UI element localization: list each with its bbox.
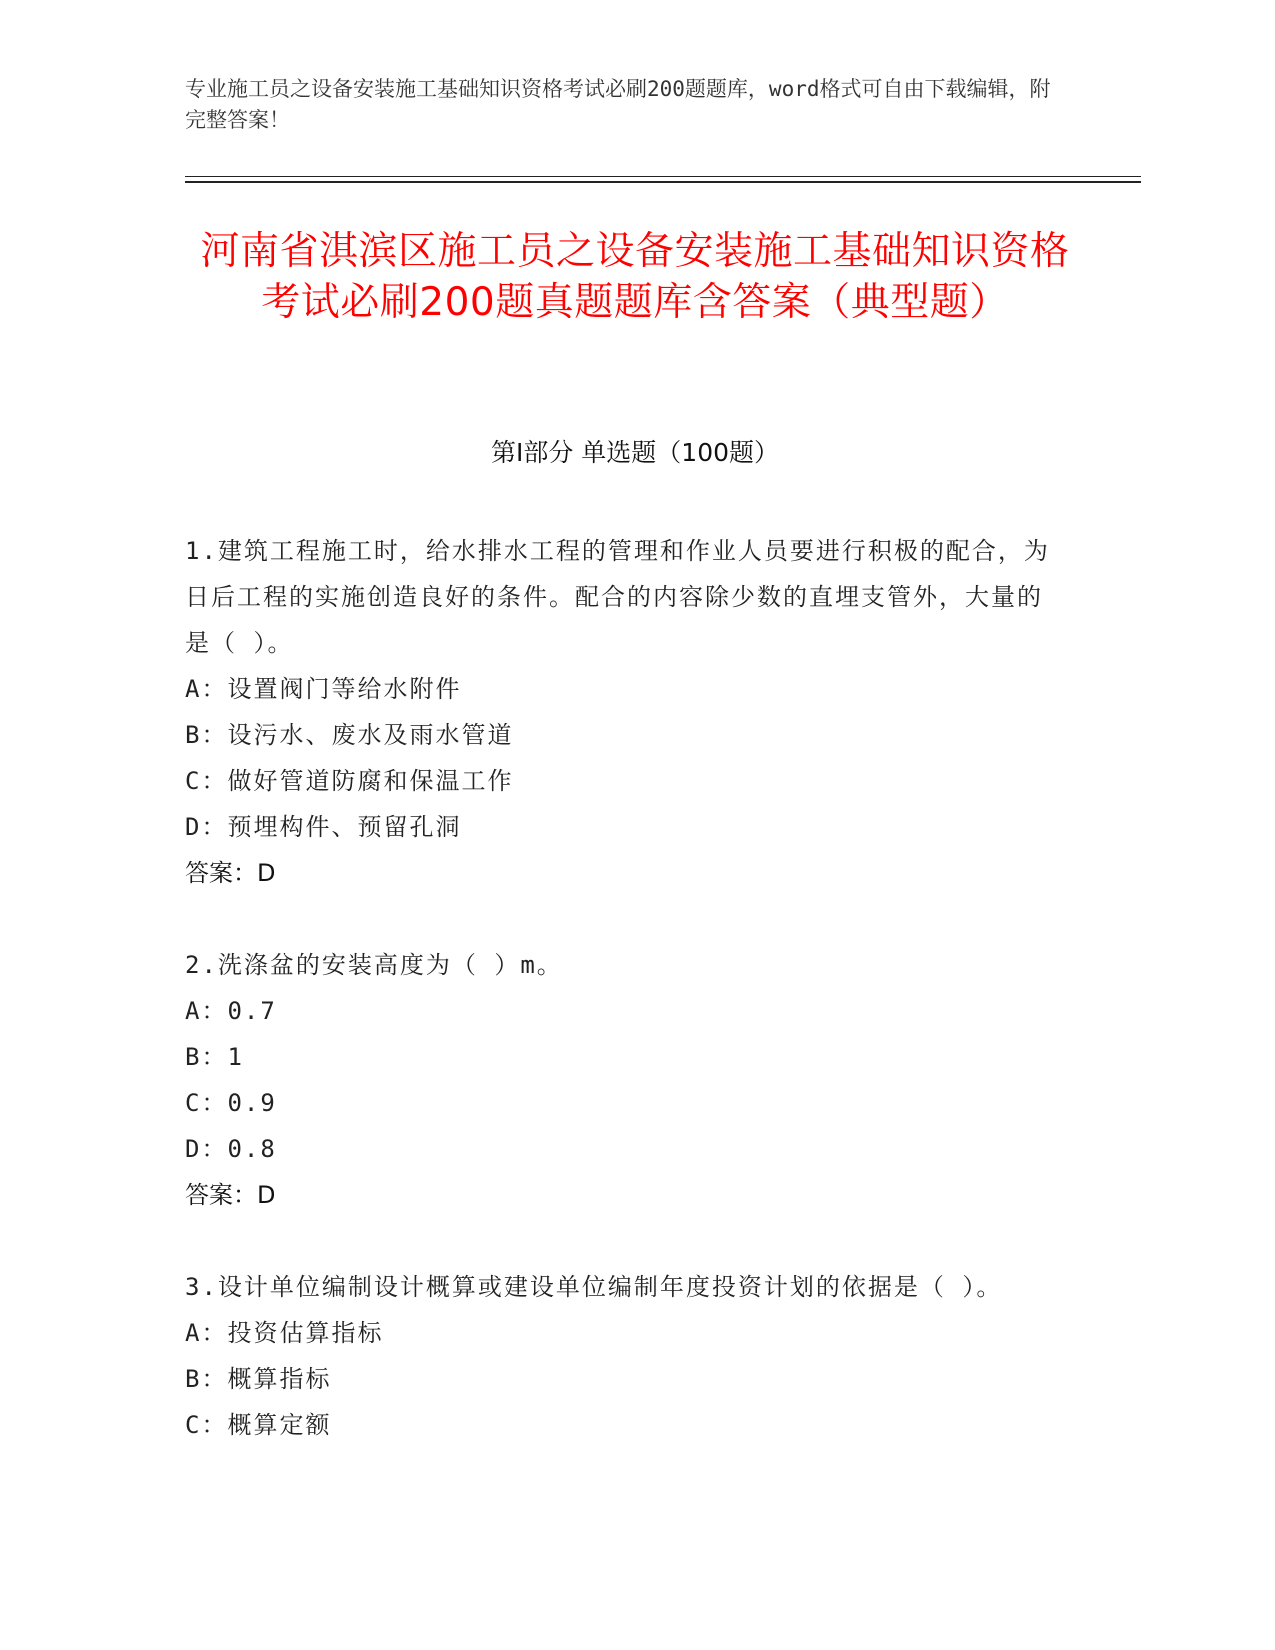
option-d: D：预埋构件、预留孔洞 <box>185 813 462 841</box>
option-c: C：做好管道防腐和保温工作 <box>185 767 514 795</box>
question-text: 3.设计单位编制设计概算或建设单位编制年度投资计划的依据是（ ）。 <box>185 1273 1003 1301</box>
question-list <box>185 528 1065 1494</box>
option-a: A：0.7 <box>185 997 277 1025</box>
answer-line: 答案：D <box>185 859 276 887</box>
option-a: A：设置阀门等给水附件 <box>185 675 462 703</box>
option-b: B：设污水、废水及雨水管道 <box>185 721 514 749</box>
question-2 <box>185 942 1065 1218</box>
question-3 <box>185 1264 1065 1448</box>
option-c: C：概算定额 <box>185 1411 332 1439</box>
section-title: 第I部分 单选题（100题） <box>490 438 780 467</box>
option-c: C：0.9 <box>185 1089 277 1117</box>
option-b: B：概算指标 <box>185 1365 332 1393</box>
question-text: 2.洗涤盆的安装高度为（ ）m。 <box>185 951 563 979</box>
answer-line: 答案：D <box>185 1181 276 1209</box>
option-b: B：1 <box>185 1043 244 1071</box>
option-a: A：投资估算指标 <box>185 1319 384 1347</box>
header-divider-thin <box>185 176 1141 177</box>
document-title: 河南省淇滨区施工员之设备安装施工基础知识资格考试必刷200题真题题库含答案（典型题） <box>200 229 1070 325</box>
header-note: 专业施工员之设备安装施工基础知识资格考试必刷200题题库，word格式可自由下载编辑，附完整答案！ <box>185 77 1051 132</box>
header-divider-thick <box>185 181 1141 183</box>
question-text: 1.建筑工程施工时，给水排水工程的管理和作业人员要进行积极的配合，为日后工程的实施创造良好的条件。配合的内容除少数的直埋支管外，大量的是（ ）。 <box>185 537 1050 657</box>
option-d: D：0.8 <box>185 1135 277 1163</box>
question-1 <box>185 528 1065 896</box>
